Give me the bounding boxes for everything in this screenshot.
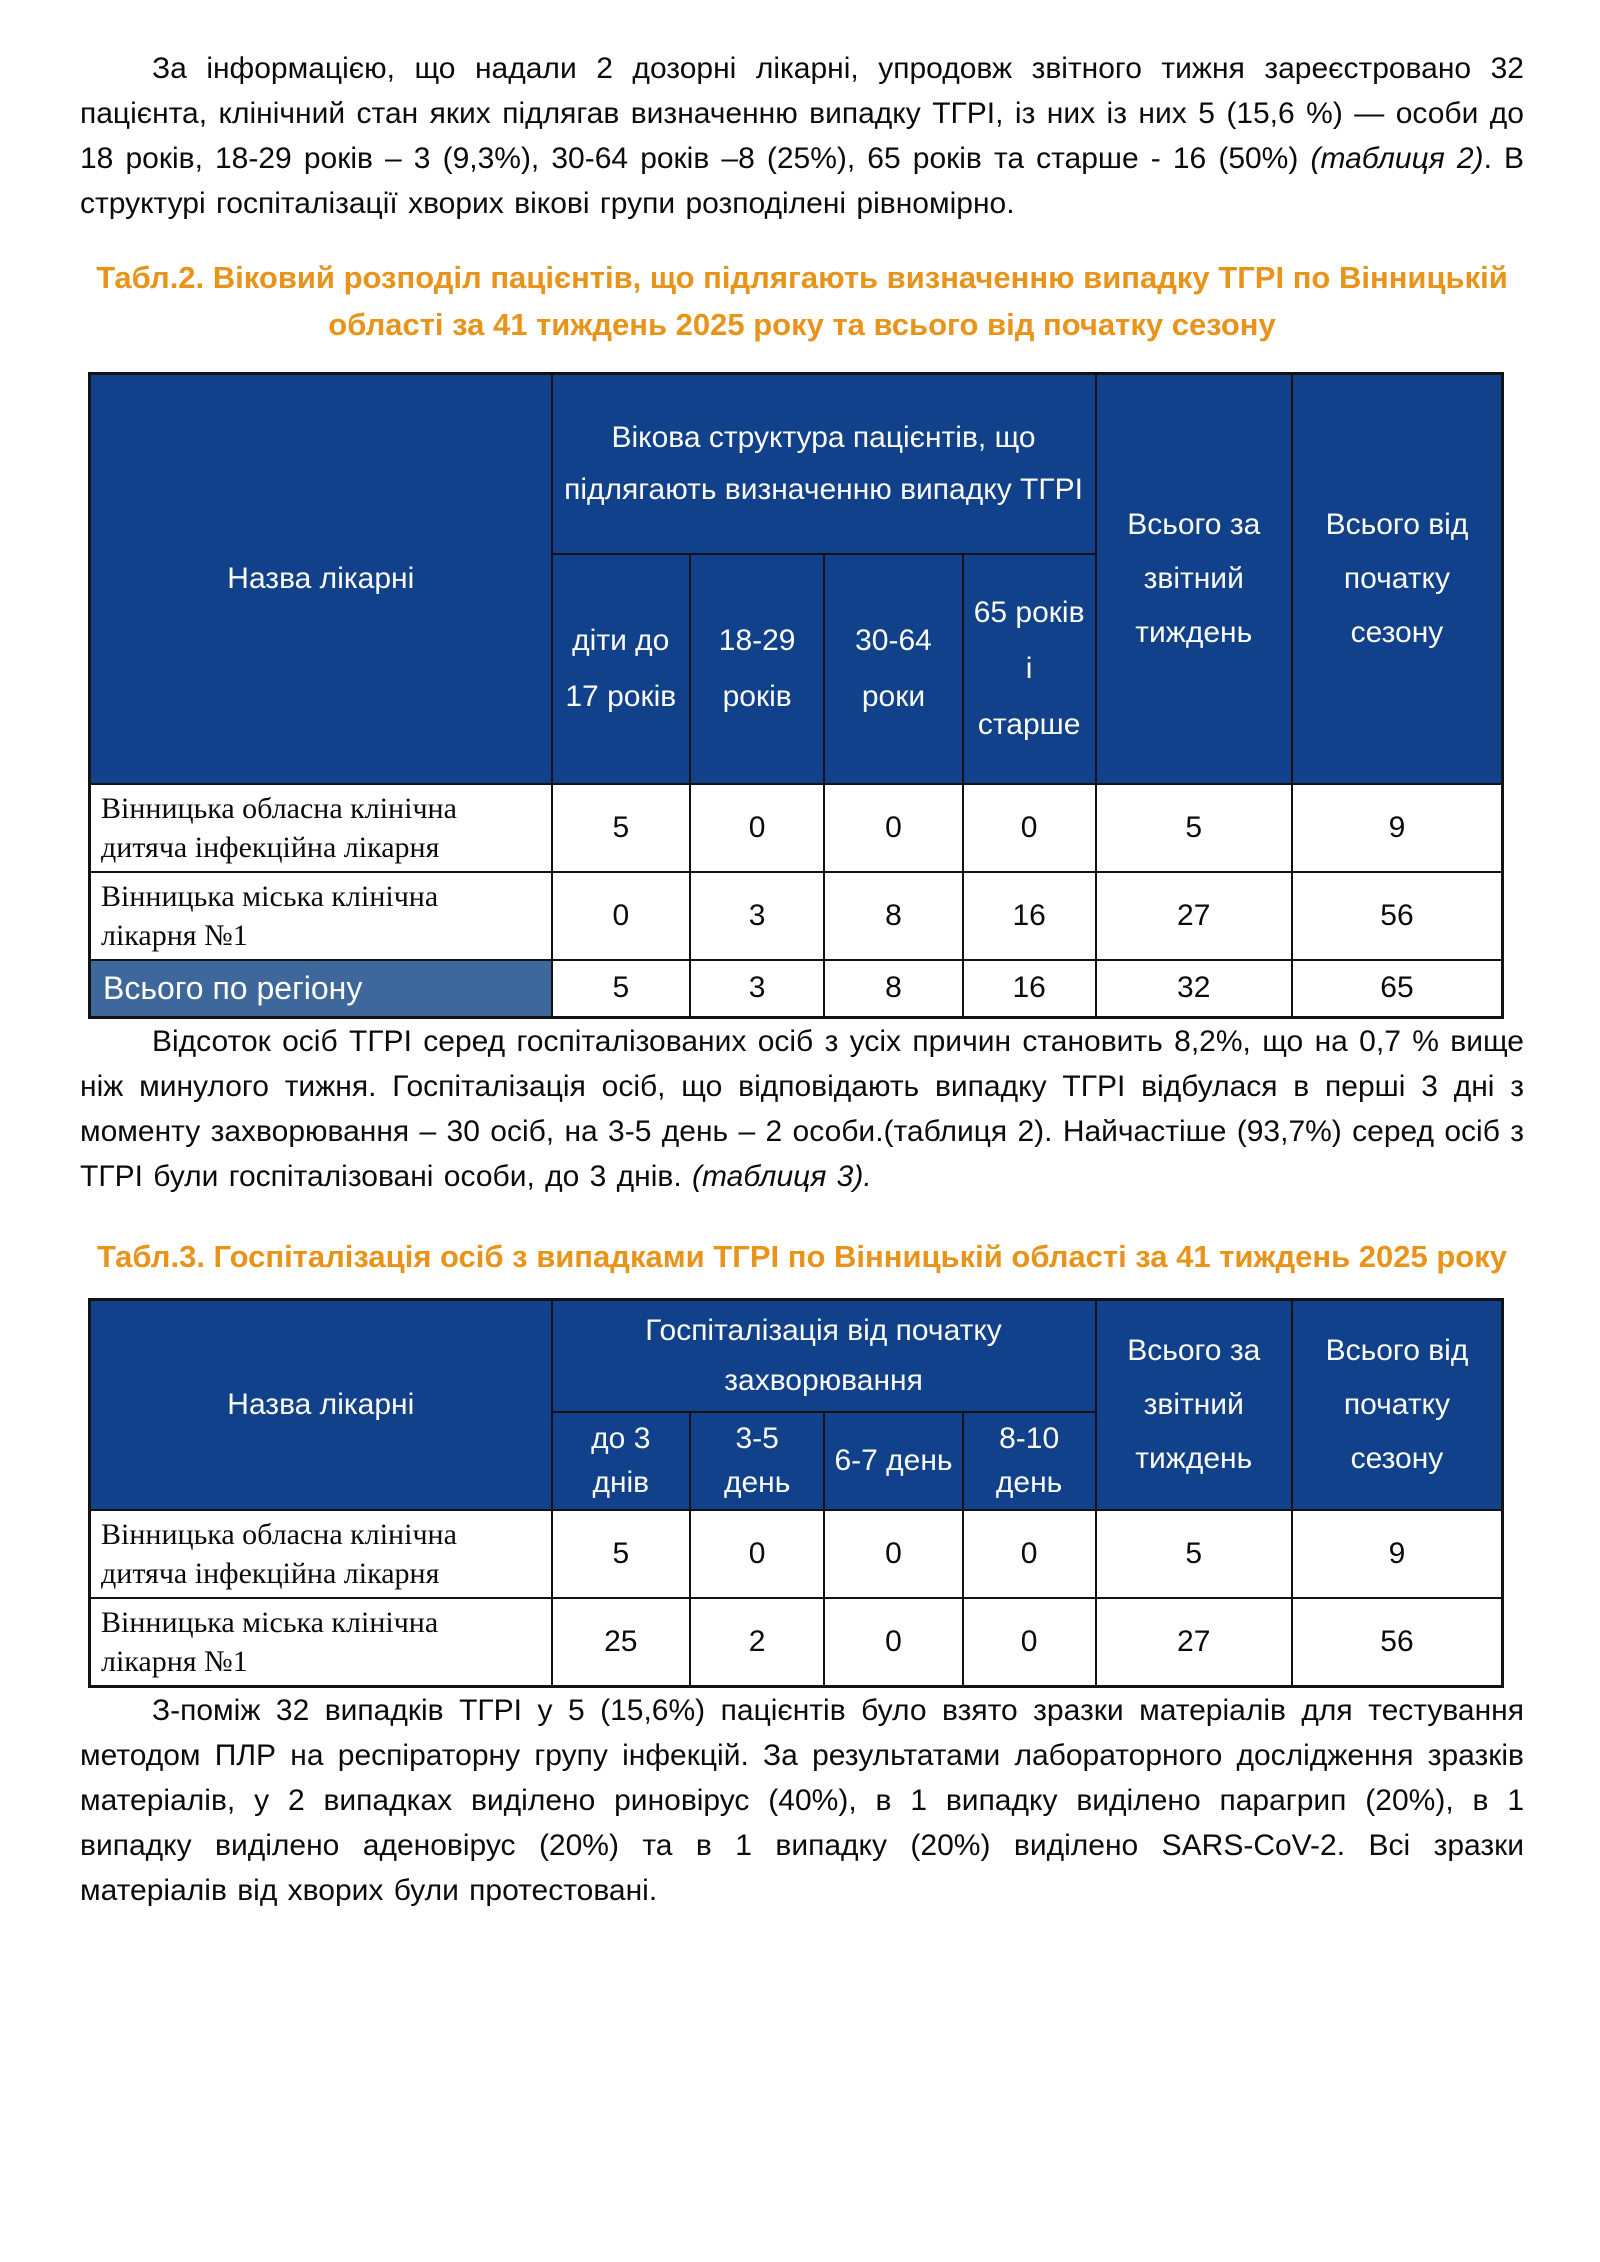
value-cell: 56 (1292, 1598, 1503, 1687)
value-cell: 0 (552, 872, 690, 960)
week-total-header: Всього за звітний тиждень (1096, 1300, 1292, 1510)
season-total-header: Всього від початку сезону (1292, 1300, 1503, 1510)
hospital-name-cell: Вінницька міська клінічна лікарня №1 (90, 872, 552, 960)
value-cell: 3 (690, 872, 824, 960)
paragraph-hospitalization (80, 1019, 1524, 1199)
value-cell: 5 (1096, 1510, 1292, 1598)
total-value-cell: 8 (824, 960, 962, 1018)
total-value-cell: 3 (690, 960, 824, 1018)
paragraph-intro-text: За інформацією, що надали 2 дозорні лікарні, упродовж звітного тижня зареєстровано 32 пацієнта, клінічний стан яких підлягав визначенню випадку ТГРІ, із них із них 5 (15,6 %) — особи до 18 років, 18-29 років – 3 (9,3%), 30-64 років –8 (25%), 65 років та старше - 16 (50%) (80, 52, 1524, 175)
age-subheader-children: діти до 17 років (552, 554, 690, 784)
table-row (90, 872, 1503, 960)
table3-header-row (90, 1300, 1503, 1412)
value-cell: 0 (690, 784, 824, 872)
total-value-cell: 16 (963, 960, 1096, 1018)
paragraph-intro (80, 46, 1524, 226)
value-cell: 5 (552, 784, 690, 872)
value-cell: 0 (963, 1598, 1096, 1687)
value-cell: 9 (1292, 1510, 1503, 1598)
value-cell: 0 (824, 1598, 962, 1687)
days-subheader-6-7: 6-7 день (824, 1412, 962, 1510)
table2-title: Табл.2. Віковий розподіл пацієнтів, що підлягають визначенню випадку ТГРІ по Вінницькій області за 41 тиждень 2025 року та всього від початку сезону (96, 260, 1508, 342)
value-cell: 0 (824, 784, 962, 872)
hospital-name-cell: Вінницька обласна клінічна дитяча інфекційна лікарня (90, 1510, 552, 1598)
value-cell: 0 (690, 1510, 824, 1598)
hospital-name-header: Назва лікарні (90, 374, 552, 784)
value-cell: 16 (963, 872, 1096, 960)
paragraph-pcr (80, 1688, 1524, 1913)
value-cell: 56 (1292, 872, 1503, 960)
table-row (90, 1598, 1503, 1687)
value-cell: 0 (963, 1510, 1096, 1598)
table2-age-distribution (88, 372, 1504, 1019)
age-subheader-65plus: 65 років і старше (963, 554, 1096, 784)
days-subheader-upto3: до 3 днів (552, 1412, 690, 1510)
paragraph-hospitalization-text: Відсоток осіб ТГРІ серед госпіталізованих осіб з усіх причин становить 8,2%, що на 0,7 % вище ніж минулого тижня. Госпіталізація осіб, що відповідають випадку ТГРІ відбулася в перші 3 дні з моменту захворювання – 30 осіб, на 3-5 день – 2 особи.(таблиця 2). Найчастіше (93,7%) серед осіб з ТГРІ були госпіталізовані особи, до 3 днів. (80, 1025, 1524, 1193)
value-cell: 5 (552, 1510, 690, 1598)
table-row (90, 784, 1503, 872)
paragraph-hospitalization-table-ref: (таблиця 3). (692, 1160, 872, 1193)
paragraph-intro-tail: . В структурі госпіталізації хворих вікові групи розподілені рівномірно. (80, 142, 1525, 220)
days-subheader-3-5: 3-5 день (690, 1412, 824, 1510)
days-subheader-8-10: 8-10 день (963, 1412, 1096, 1510)
hospital-name-cell: Вінницька міська клінічна лікарня №1 (90, 1598, 552, 1687)
value-cell: 9 (1292, 784, 1503, 872)
value-cell: 2 (690, 1598, 824, 1687)
value-cell: 8 (824, 872, 962, 960)
season-total-header: Всього від початку сезону (1292, 374, 1503, 784)
total-value-cell: 32 (1096, 960, 1292, 1018)
total-value-cell: 65 (1292, 960, 1503, 1018)
table3-hospitalization-timing (88, 1298, 1504, 1688)
table2-header-row (90, 374, 1503, 554)
value-cell: 27 (1096, 872, 1292, 960)
paragraph-pcr-text: З-поміж 32 випадків ТГРІ у 5 (15,6%) пацієнтів було взято зразки матеріалів для тестування методом ПЛР на респіраторну групу інфекцій. За результатами лабораторного дослідження зразків матеріалів, у 2 випадках виділено риновірус (40%), в 1 випадку виділено парагрип (20%), в 1 випадку виділено аденовірус (20%) та в 1 випадку (20%) виділено SARS-CoV-2. Всі зразки матеріалів від хворих були протестовані. (80, 1693, 1524, 1907)
paragraph-intro-table-ref: (таблиця 2) (1310, 142, 1484, 175)
value-cell: 0 (824, 1510, 962, 1598)
table-row (90, 1510, 1503, 1598)
hospital-name-cell: Вінницька обласна клінічна дитяча інфекційна лікарня (90, 784, 552, 872)
value-cell: 25 (552, 1598, 690, 1687)
hospitalization-group-header: Госпіталізація від початку захворювання (552, 1300, 1096, 1412)
value-cell: 0 (963, 784, 1096, 872)
value-cell: 27 (1096, 1598, 1292, 1687)
value-cell: 5 (1096, 784, 1292, 872)
table3-title: Табл.3. Госпіталізація осіб з випадками ТГРІ по Вінницькій області за 41 тиждень 2025 року (97, 1239, 1507, 1274)
age-subheader-30-64: 30-64 роки (824, 554, 962, 784)
age-subheader-18-29: 18-29 років (690, 554, 824, 784)
hospital-name-header: Назва лікарні (90, 1300, 552, 1510)
total-value-cell: 5 (552, 960, 690, 1018)
total-row (90, 960, 1503, 1018)
age-structure-group-header: Вікова структура пацієнтів, що підлягають визначенню випадку ТГРІ (552, 374, 1096, 554)
week-total-header: Всього за звітний тиждень (1096, 374, 1292, 784)
region-total-label: Всього по регіону (90, 960, 552, 1018)
